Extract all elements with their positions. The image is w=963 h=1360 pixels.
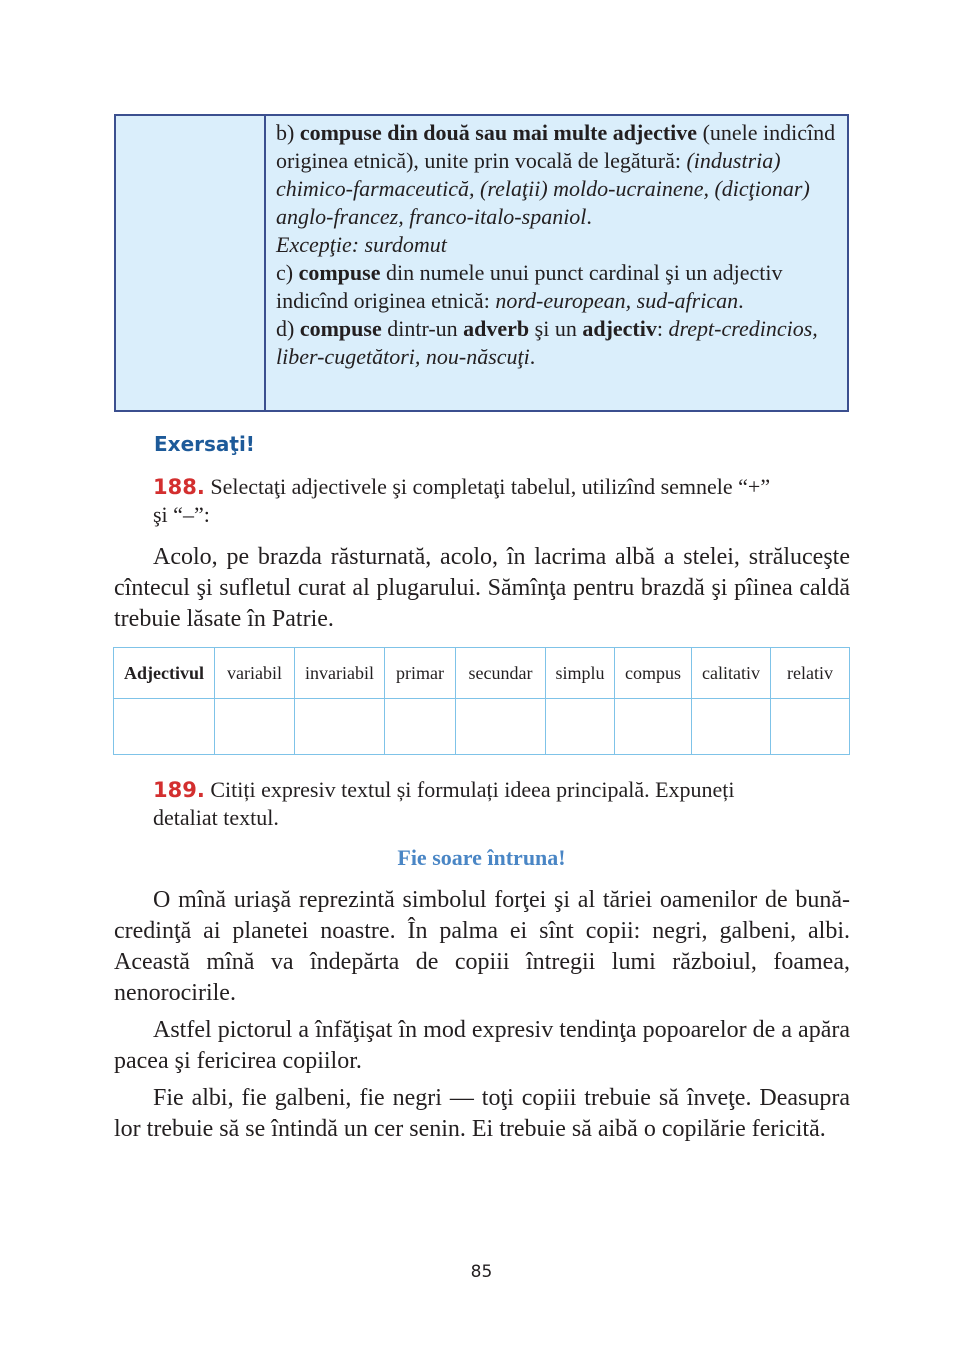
- exercise-189-number: 189.: [153, 778, 205, 802]
- exercise-189: [153, 776, 850, 832]
- rule-text: [276, 119, 842, 371]
- table-header-cell: variabil: [215, 648, 295, 699]
- table-cell[interactable]: [692, 699, 771, 755]
- table-header-row: [114, 648, 850, 699]
- table-cell[interactable]: [546, 699, 615, 755]
- exercise-189-line1: 189. Citiți expresiv textul și formulați ideea principală. Expuneți: [153, 777, 735, 802]
- exercise-188-line1: 188. Selectaţi adjectivele şi completaţi tabelul, utilizînd semnele “+”: [153, 474, 771, 499]
- table-header-cell: Adjectivul: [114, 648, 215, 699]
- table-row: [114, 699, 850, 755]
- table-cell[interactable]: [456, 699, 546, 755]
- table-cell[interactable]: [114, 699, 215, 755]
- table-cell[interactable]: [771, 699, 850, 755]
- story-title: Fie soare întruna!: [397, 845, 566, 870]
- table-header-cell: compus: [615, 648, 692, 699]
- section-heading: Exersaţi!: [154, 432, 255, 456]
- table-header-cell: calitativ: [692, 648, 771, 699]
- rule-item-b: b) compuse din două sau mai multe adjective (unele indicînd originea etnică), unite prin vocală de legătură: (industria) chimico-farmaceutică, (relaţii) moldo-ucrainene, (dicţionar) anglo-francez, franco-italo-spaniol.: [276, 120, 836, 229]
- exercise-188-paragraph: Acolo, pe brazda răsturnată, acolo, în lacrima albă a stelei, străluceşte cîntecul şi sufletul curat al plugarului. Sămînţa pentru brazdă şi pîinea caldă trebuie lăsate în Patrie.: [114, 544, 850, 632]
- table-header-cell: relativ: [771, 648, 850, 699]
- page-number: 85: [470, 1262, 493, 1282]
- exercise-188-number: 188.: [153, 475, 205, 499]
- rule-item-d: d) compuse dintr-un adverb şi un adjectiv: drept-credincios, liber-cugetători, nou-născuţi.: [276, 316, 818, 369]
- table-header-cell: secundar: [456, 648, 546, 699]
- table-cell[interactable]: [215, 699, 295, 755]
- rule-box-divider: [264, 116, 266, 410]
- table-cell[interactable]: [295, 699, 385, 755]
- table-cell[interactable]: [615, 699, 692, 755]
- exercise-189-line2: detaliat textul.: [153, 805, 279, 830]
- table-header-cell: invariabil: [295, 648, 385, 699]
- rule-item-c: c) compuse din numele unui punct cardinal şi un adjectiv indicînd originea etnică: nord-european, sud-african.: [276, 260, 783, 313]
- story-paragraph: O mînă uriaşă reprezintă simbolul forţei şi al tăriei oamenilor de bună-credinţă ai planetei noastre. În palma ei sînt copii: negri, galbeni, albi. Această mînă va îndepărta de copiii întregii lumi războiul, foamea, nenorocirile.: [114, 887, 850, 1006]
- story-paragraph: Astfel pictorul a înfăţişat în mod expresiv tendinţa popoarelor de a apăra pacea şi fericirea copiilor.: [114, 1017, 850, 1074]
- table-cell[interactable]: [385, 699, 456, 755]
- story-paragraph: Fie albi, fie galbeni, fie negri — toţi copiii trebuie să înveţe. Deasupra lor trebuie să se întindă un cer senin. Ei trebuie să aibă o copilărie fericită.: [114, 1085, 850, 1142]
- table-header-cell: primar: [385, 648, 456, 699]
- adjective-table: [113, 647, 850, 755]
- exercise-188-line2: şi “–”:: [153, 502, 210, 527]
- rule-exception: Excepţie: surdomut: [276, 232, 447, 257]
- table-header-cell: simplu: [546, 648, 615, 699]
- exercise-188: [153, 473, 850, 529]
